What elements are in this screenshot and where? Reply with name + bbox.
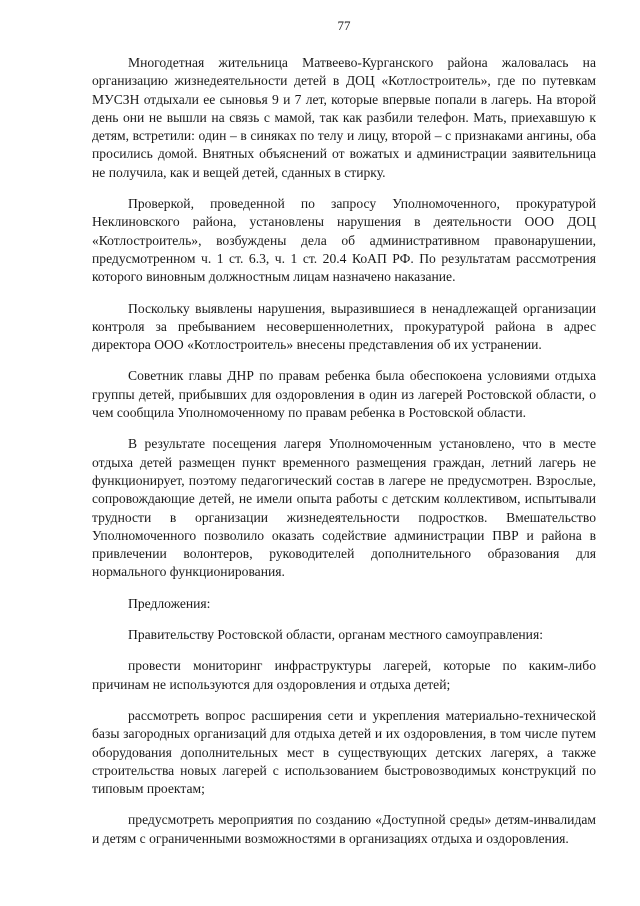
paragraph-proposals-heading: Предложения: <box>128 595 211 611</box>
paragraph-violations: Поскольку выявлены нарушения, выразившиеся в ненадлежащей организации контроля за пребыванием несовершеннолетних, прокуратурой района в адрес директора ООО «Котлостроитель» внесены представления об их устранении. <box>92 300 596 353</box>
document-page <box>92 18 596 861</box>
paragraph-complaint: Многодетная жительница Матвеево-Курганского района жаловалась на организацию жизнедеятельности детей в ДОЦ «Котлостроитель», где по путевкам МУСЗН отдыхали ее сыновья 9 и 7 лет, которые впервые попали в лагерь. На второй день они не вышли на связь с мамой, так как разбили телефон. Мать, приехавшую к детям, встретили: один – в синяках по телу и лицу, второй – с признаками ангины, оба просились домой. Внятных объяснений от вожатых и администрации заявительница не получила, как и вещей детей, сданных в стирку. <box>92 55 596 180</box>
proposal-item-expansion: рассмотреть вопрос расширения сети и укрепления материально-технической базы загородных организаций для отдыха детей и их оздоровления, в том числе путем оборудования дополнительных мест в существующих детских лагерях, а также строительства новых лагерей с использованием быстровозводимых конструкций по типовым проектам; <box>92 707 596 797</box>
paragraph-addressee: Правительству Ростовской области, органам местного самоуправления: <box>128 627 543 643</box>
paragraph-camp-visit: В результате посещения лагеря Уполномоченным установлено, что в месте отдыха детей размещен пункт временного размещения граждан, летний лагерь не функционирует, поэтому педагогический состав в лагере не предусмотрен. Взрослые, сопровождающие детей, не имели опыта работы с детским коллективом, испытывали трудности в организации жизнедеятельности подростков. Вмешательство Уполномоченного позволило оказать содействие администрации ПВР и района в привлечении волонтеров, руководителей дополнительного образования для нормального функционирования. <box>92 436 596 580</box>
paragraph-dnr-advisor: Советник главы ДНР по правам ребенка была обеспокоена условиями отдыха группы детей, прибывших для оздоровления в один из лагерей Ростовской области, о чем сообщила Уполномоченному по правам ребенка в Ростовской области. <box>92 368 596 421</box>
page-number: 77 <box>337 18 351 33</box>
proposal-item-monitoring: провести мониторинг инфраструктуры лагерей, которые по каким-либо причинам не используются для оздоровления и отдыха детей; <box>92 658 596 692</box>
proposal-item-accessibility: предусмотреть мероприятия по созданию «Доступной среды» детям-инвалидам и детям с ограниченными возможностями в организациях отдыха и оздоровления. <box>92 812 596 846</box>
paragraph-inspection: Проверкой, проведенной по запросу Уполномоченного, прокуратурой Неклиновского района, установлены нарушения в деятельности ООО ДОЦ «Котлостроитель», возбуждены дела об административном правонарушении, предусмотренном ч. 1 ст. 6.3, ч. 1 ст. 20.4 КоАП РФ. По результатам рассмотрения которого виновным должностным лицам назначено наказание. <box>92 196 596 285</box>
